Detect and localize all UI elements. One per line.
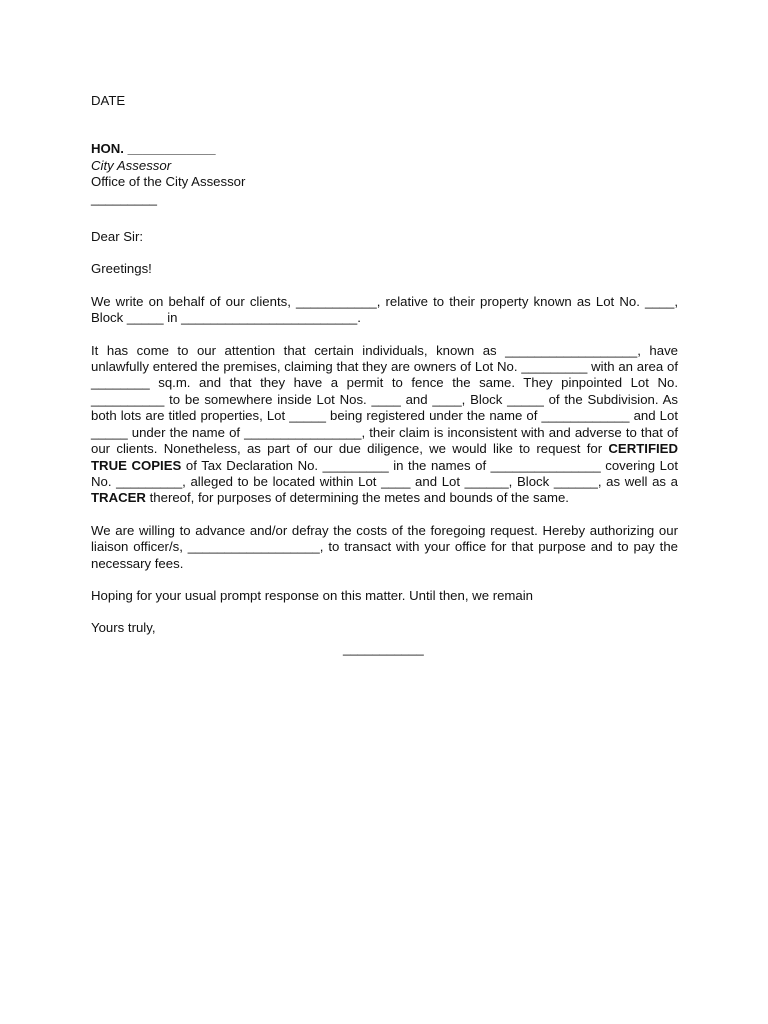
- date-label: DATE: [91, 93, 126, 108]
- certified-true-copies-emphasis: CERTIFIED TRUE COPIES: [91, 441, 678, 473]
- tracer-emphasis: TRACER: [91, 490, 146, 506]
- greeting: Greetings!: [91, 261, 152, 277]
- recipient-office: Office of the City Assessor: [91, 174, 246, 190]
- recipient-address: _________: [91, 190, 158, 206]
- recipient-name: HON. ____________: [91, 141, 216, 157]
- paragraph-2-part-b: of Tax Declaration No. _________ in the names of _______________ covering Lot No. _________, alleged to be located within Lot ____ and Lot ______, Block ______, as well as a: [91, 457, 678, 489]
- paragraph-2-part-a: It has come to our attention that certain individuals, known as __________________, have unlawfully entered the premises, claiming that they are owners of Lot No. _________ with an area of ________ sq.m. and that they have a permit to fence the same. They pinpointed Lot No. __________ to be somewhere inside Lot Nos. ____ and ____, Block _____ of the Subdivision. As both lots are titled properties, Lot _____ being registered under the name of ____________ and Lot _____ under the name of ________________, their claim is inconsistent with and adverse to that of our clients. Nonetheless, as part of our due diligence, we would like to request for: [91, 342, 678, 457]
- recipient-title: City Assessor: [91, 157, 172, 173]
- letter: [91, 93, 678, 657]
- paragraph-4: Hoping for your usual prompt response on this matter. Until then, we remain: [91, 587, 533, 603]
- salutation: Dear Sir:: [91, 229, 144, 245]
- signature-line: ___________: [343, 640, 424, 656]
- paragraph-2-part-c: thereof, for purposes of determining the metes and bounds of the same.: [145, 490, 569, 506]
- paragraph-1: We write on behalf of our clients, ___________, relative to their property known as Lot No. ____, Block _____ in ________________________.: [91, 293, 678, 326]
- paragraph-3: We are willing to advance and/or defray the costs of the foregoing request. Hereby authorizing our liaison officer/s, __________________, to transact with your office for that purpose and to pay the necessary fees.: [91, 522, 678, 571]
- paragraph-2: [91, 343, 678, 507]
- closing: Yours truly,: [91, 620, 156, 636]
- recipient-block: [91, 141, 678, 207]
